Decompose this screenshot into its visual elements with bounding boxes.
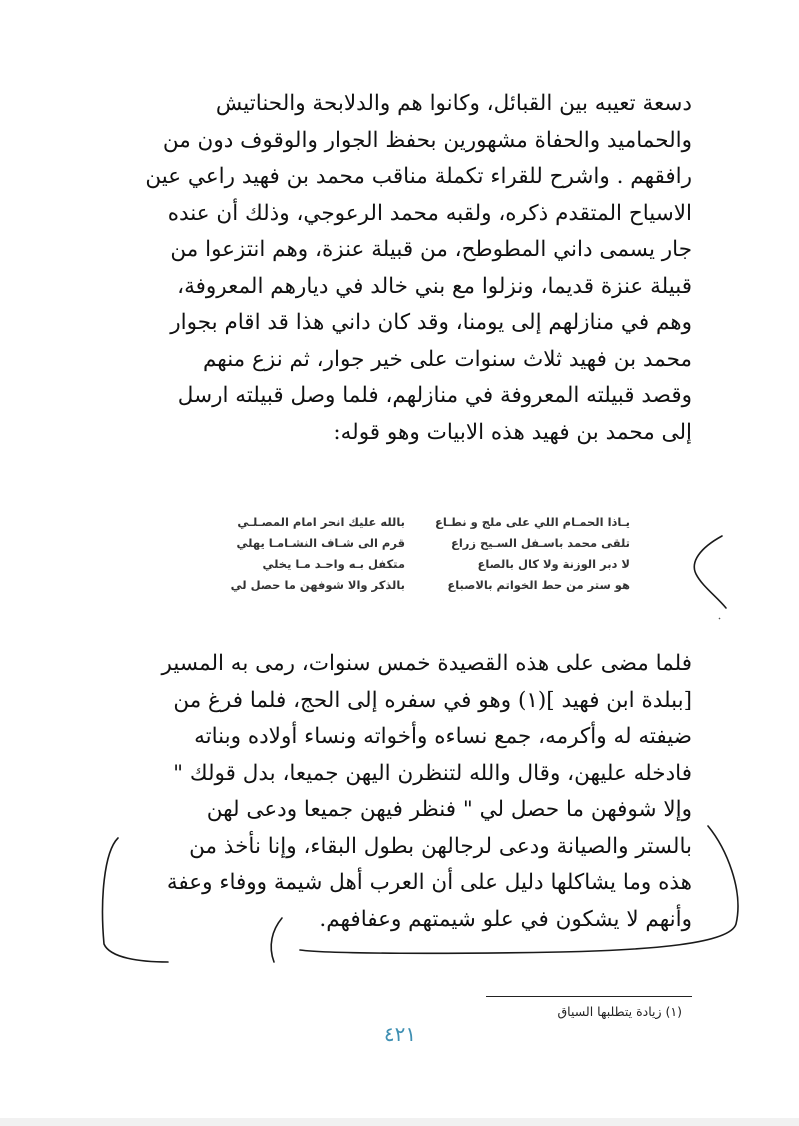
poem-verse xyxy=(180,512,630,533)
paragraph-line: إلى محمد بن فهيد هذه الابيات وهو قوله: xyxy=(333,419,692,445)
paragraph-line: الاسياح المتقدم ذكره، ولقبه محمد الرعوجي، وذلك أن عنده xyxy=(167,200,692,226)
paragraph-line: وإلا شوفهن ما حصل لي " فنظر فيهن جميعا ودعى لهن xyxy=(206,797,692,822)
poem-verse xyxy=(180,575,630,596)
poem-second-hemistich: قرم الى شـاف النشـامـا يهلي xyxy=(236,536,405,550)
stray-dot xyxy=(719,618,720,619)
poem-verse xyxy=(180,554,630,575)
paragraph-line: [ببلدة ابن فهيد ](١) وهو في سفره إلى الحج، فلما فرغ من xyxy=(173,687,692,713)
paragraph-line: وقصد قبيلته المعروفة في منازلهم، فلما وصل قبيلته ارسل xyxy=(177,383,692,408)
paragraph-line: هذه وما يشاكلها دليل على أن العرب أهل شيمة ووفاء وعفة xyxy=(166,870,692,895)
poem-second-hemistich: متكفل بـه واحـد مـا يخلي xyxy=(262,557,405,571)
bracket-mark xyxy=(694,536,726,608)
poem-first-hemistich: يـاذا الحمـام اللي على ملج و نطـاع xyxy=(434,515,630,529)
paragraph-line: محمد بن فهيد ثلاث سنوات على خير جوار، ثم نزع منهم xyxy=(202,346,692,372)
paragraph-line: جار يسمى داني المطوطح، من قبيلة عنزة، وهم انتزعوا من xyxy=(170,237,692,262)
poem-first-hemistich: تلقى محمد باسـفل السـيح زراع xyxy=(450,536,630,550)
paragraph-line: والحماميد والحفاة مشهورين بحفظ الجوار والوقوف دون من xyxy=(162,127,692,153)
poem-block xyxy=(180,512,630,596)
footnote-divider xyxy=(486,996,692,997)
page-number: ٤٢١ xyxy=(383,1022,417,1046)
poem-verse xyxy=(180,533,630,554)
poem-second-hemistich: بالله عليك انحر امام المصـلـي xyxy=(237,515,405,529)
paragraph-1 xyxy=(118,86,692,451)
paragraph-line: دسعة تعيبه بين القبائل، وكانوا هم والدلابحة والحناتيش xyxy=(215,91,692,116)
paragraph-line: ضيفته له وأكرمه، جمع نساءه وأخواته ونساء أولاده وبناته xyxy=(194,724,692,749)
footnote: (١) زيادة يتطلبها السياق xyxy=(557,1004,682,1019)
poem-second-hemistich: بالذكر والا شوفهن ما حصل لي xyxy=(230,578,405,592)
paragraph-line: وأنهم لا يشكون في علو شيمتهم وعفافهم. xyxy=(319,906,692,932)
paragraph-2 xyxy=(118,646,692,938)
paragraph-line: قبيلة عنزة قديما، ونزلوا مع بني خالد في ديارهم المعروفة، xyxy=(177,273,692,299)
paragraph-line: فادخله عليهن، وقال والله لتنظرن اليهن جميعا، بدل قولك " xyxy=(173,760,692,786)
poem-first-hemistich: لا دبر الوزنة ولا كال بالصاع xyxy=(477,557,630,571)
paragraph-line: فلما مضى على هذه القصيدة خمس سنوات، رمى به المسير xyxy=(161,651,692,676)
paragraph-line: رافقهم . واشرح للقراء تكملة مناقب محمد بن فهيد راعي عين xyxy=(145,164,692,189)
bottom-edge xyxy=(0,1118,799,1126)
poem-first-hemistich: هو ستر من حط الخواتم بالاصباع xyxy=(447,578,630,592)
paragraph-line: وهم في منازلهم إلى يومنا، وقد كان داني هذا قد اقام بجوار xyxy=(170,310,692,335)
paragraph-line: بالستر والصيانة ودعى لرجالهن بطول البقاء، وإنا نأخذ من xyxy=(189,833,692,859)
